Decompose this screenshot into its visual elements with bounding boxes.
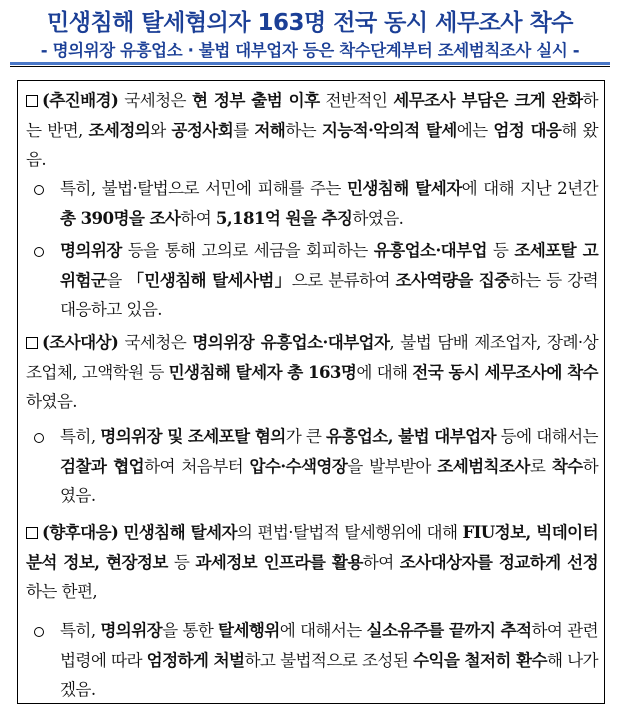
page-title: 민생침해 탈세혐의자 163명 전국 동시 세무조사 착수 [47, 10, 573, 36]
body-text: 하여 처음부터 [144, 456, 250, 476]
body-text: 에 대해 [356, 362, 413, 382]
emphasis-text: 전국 동시 세무조사에 착수 [412, 361, 598, 382]
square-bullet-icon [26, 527, 38, 539]
body-text: 을 발부받아 [347, 456, 438, 476]
emphasis-text: 민생침해 탈세자 [346, 178, 462, 198]
page-subtitle: - 명의위장 유흥업소 · 불법 대부업자 등은 착수단계부터 조세범칙조사 실시 - [40, 41, 580, 60]
body-text: 에 대해서는 [279, 621, 367, 640]
body-text: 하였음. [60, 456, 598, 506]
body-text: 국세청은 [118, 333, 193, 352]
emphasis-text: 과세정보 인프라를 활용 [195, 551, 363, 572]
body-text: 을 [106, 270, 128, 290]
emphasis-text: 공정사회 [171, 119, 234, 140]
body-text: 특히, [60, 621, 101, 640]
body-text: 하는 등 강력 대응하고 있음. [60, 270, 599, 320]
emphasis-text: 엄정 대응 [493, 119, 562, 140]
body-text: 하는 한편, [26, 582, 98, 602]
emphasis-text: 조세정의 [88, 119, 151, 140]
body-text: 로 [529, 456, 552, 476]
title-rule-blue [10, 62, 610, 65]
emphasis-text: 민생침해 탈세자 총 163명 [168, 361, 357, 382]
emphasis-text: 엄정하게 처벌 [146, 649, 245, 670]
circle-bullet-icon [34, 627, 44, 637]
body-text: 하는 [285, 120, 322, 140]
body-text: 하였음. [26, 392, 77, 412]
emphasis-text: 착수 [551, 455, 583, 476]
body-text: 등 [486, 241, 515, 260]
body-text: 국세청은 [118, 91, 192, 110]
bullet-item [60, 422, 598, 511]
bullet-item [60, 174, 598, 233]
emphasis-text: 지능적·악의적 탈세 [321, 119, 457, 140]
square-bullet-icon [26, 95, 38, 107]
body-text: 의 편법·탈법적 탈세행위에 대해 [236, 523, 463, 542]
circle-bullet-icon [34, 185, 44, 195]
emphasis-text: 명의위장 및 조세포탈 혐의 [100, 426, 286, 446]
title-rule-black [10, 66, 610, 67]
emphasis-text: 저해 [254, 119, 286, 140]
body-text: 전반적인 [319, 91, 394, 110]
emphasis-text: 명의위장 [100, 620, 163, 640]
section-target [26, 328, 598, 417]
emphasis-text: 현 정부 출범 이후 [191, 90, 320, 110]
emphasis-text: 명의위장 [60, 240, 122, 260]
square-bullet-icon [26, 337, 38, 349]
emphasis-text: 압수·수색영장 [249, 455, 348, 476]
section-tag: (향후대응) [42, 522, 119, 542]
emphasis-text: 조사대상자를 정교하게 선정 [399, 551, 599, 572]
body-text: 등에 대해서는 [495, 427, 598, 446]
emphasis-text: 총 390명을 조사 [60, 207, 181, 228]
emphasis-text: 5,181억 원을 추징 [215, 207, 353, 228]
emphasis-text: 조세포탈 고위험군 [60, 240, 599, 290]
body-text: 가 큰 [285, 427, 327, 446]
section-response [26, 518, 598, 607]
emphasis-text: 민생침해 탈세자 [123, 522, 237, 542]
body-text: 하였음. [352, 208, 404, 228]
circle-bullet-icon [34, 433, 44, 443]
section-background [26, 86, 598, 175]
body-text: 을 통한 [162, 621, 219, 640]
emphasis-text: 탈세행위 [218, 620, 280, 640]
body-text: 와 [150, 120, 172, 140]
body-text: 를 [233, 120, 255, 140]
body-text: 특히, 불법·탈법으로 서민에 피해를 주는 [60, 179, 347, 198]
body-text: 등을 통해 고의로 세금을 회피하는 [121, 241, 374, 260]
body-text: 하여 관련법령에 따라 [60, 621, 599, 670]
section-tag: (추진배경) [42, 90, 119, 110]
bullet-item [60, 616, 598, 705]
section-tag: (조사대상) [42, 332, 119, 352]
body-text: 하여 [180, 208, 216, 228]
body-text: 에는 [456, 120, 494, 140]
body-text: 으로 분류하여 [291, 270, 396, 290]
emphasis-text: 「민생침해 탈세사범」 [127, 269, 292, 290]
emphasis-text: 유흥업소, 불법 대부업자 [326, 426, 496, 446]
body-text: 에 대해 지난 2년간 [461, 179, 598, 198]
body-text: 하여 [362, 552, 400, 572]
emphasis-text: 유흥업소·대부업 [373, 240, 487, 260]
emphasis-text: 실소유주를 끝까지 추적 [366, 620, 532, 640]
emphasis-text: 세무조사 부담은 크게 완화 [393, 90, 583, 110]
body-text: 하고 불법적으로 조성된 [244, 650, 414, 670]
bullet-item [60, 236, 598, 325]
circle-bullet-icon [34, 247, 44, 257]
body-text: 특히, [60, 427, 101, 446]
body-text: 해 왔음. [26, 120, 598, 170]
body-text: , 불법 담배 제조업자, 장례·상조업체, 고액학원 등 [26, 333, 598, 382]
emphasis-text: 수익을 철저히 환수 [413, 649, 547, 670]
emphasis-text: 조사역량을 집중 [395, 269, 510, 290]
body-text: 하는 반면, [26, 91, 598, 140]
emphasis-text: 검찰과 협업 [60, 455, 145, 476]
emphasis-text: 명의위장 유흥업소·대부업자 [192, 332, 390, 352]
body-text: 등 [167, 552, 196, 572]
emphasis-text: 조세범칙조사 [437, 455, 530, 476]
emphasis-text: FIU정보, 빅데이터 분석 정보, 현장정보 [26, 522, 598, 572]
body-text: 해 나가겠음. [60, 650, 598, 700]
